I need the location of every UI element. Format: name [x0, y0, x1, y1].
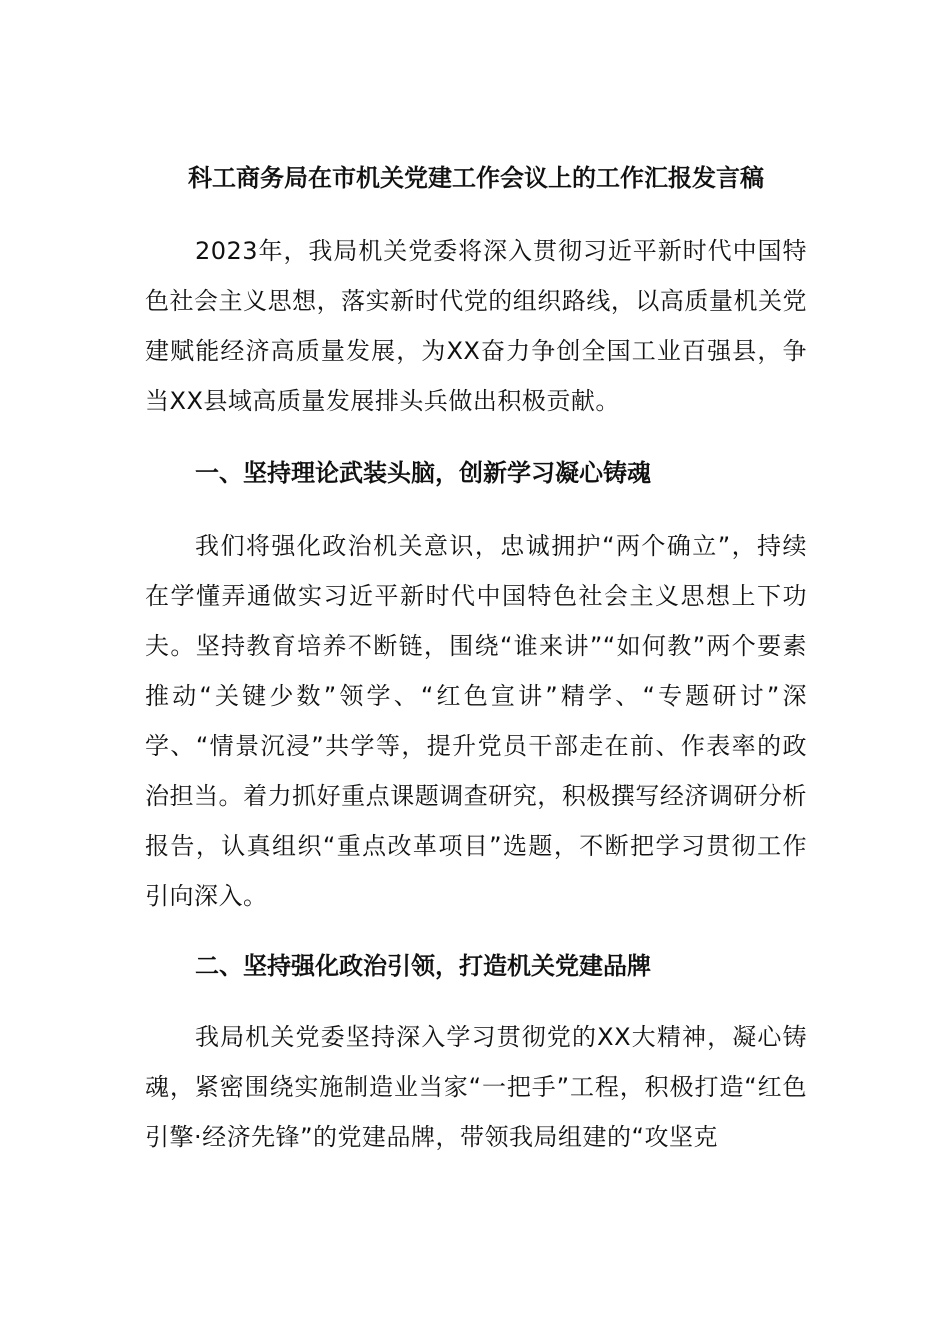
section-heading-1: 一、坚持理论武装头脑，创新学习凝心铸魂 — [195, 459, 651, 487]
intro-paragraph: 2023年，我局机关党委将深入贯彻习近平新时代中国特色社会主义思想，落实新时代党的组织路线，以高质量机关党建赋能经济高质量发展，为XX奋力争创全国工业百强县，争当XX县域高质量发展排头兵做出积极贡献。 — [145, 237, 807, 415]
document-title: 科工商务局在市机关党建工作会议上的工作汇报发言稿 — [188, 164, 764, 192]
document-page — [145, 0, 807, 1344]
section-1-paragraph: 我们将强化政治机关意识，忠诚拥护“两个确立”，持续在学懂弄通做实习近平新时代中国特色社会主义思想上下功夫。坚持教育培养不断链，围绕“谁来讲”“如何教”两个要素推动“关键少数”领学、“红色宣讲”精学、“专题研讨”深学、“情景沉浸”共学等，提升党员干部走在前、作表率的政治担当。着力抓好重点课题调查研究，积极撰写经济调研分析报告，认真组织“重点改革项目”选题，不断把学习贯彻工作引向深入。 — [145, 532, 807, 910]
section-heading-2: 二、坚持强化政治引领，打造机关党建品牌 — [195, 952, 651, 980]
section-2-paragraph: 我局机关党委坚持深入学习贯彻党的XX大精神，凝心铸魂，紧密围绕实施制造业当家“一把手”工程，积极打造“红色引擎·经济先锋”的党建品牌，带领我局组建的“攻坚克 — [145, 1023, 807, 1151]
